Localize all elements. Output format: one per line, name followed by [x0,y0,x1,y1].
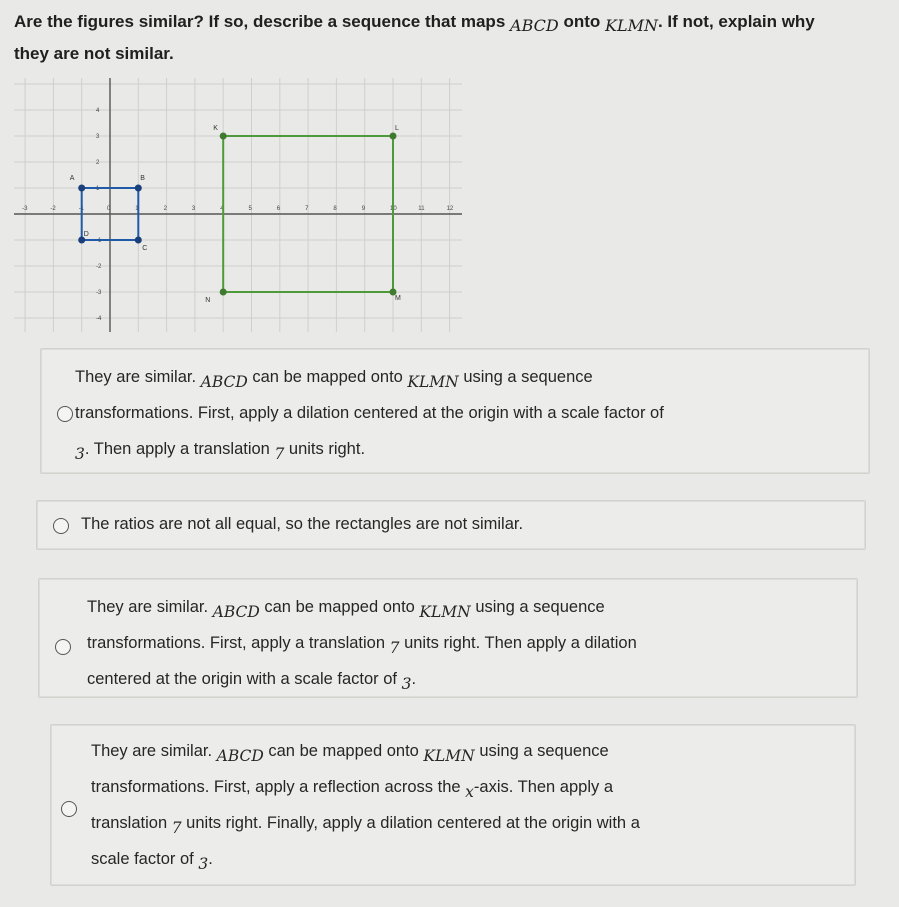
option-line [87,625,637,661]
y-tick-label: -1 [96,238,102,244]
option-text-segment: using a sequence [474,742,609,760]
y-tick-label: -4 [96,316,102,322]
option-text-segment: units right. [284,440,366,458]
math-symbol: KLMN [423,747,475,765]
option-text-segment: units right. Finally, apply a dilation centered at the origin with a [181,814,640,832]
point-n [220,289,227,296]
option-text-segment: units right. Then apply a dilation [399,634,637,652]
point-b [135,185,142,192]
option-text-segment: . Then apply a translation [84,440,275,458]
x-tick-label: 2 [163,206,167,212]
math-symbol: KLMN [407,373,459,391]
option-text-segment: They are similar. [87,598,213,616]
math-symbol: ABCD [200,373,248,391]
point-label-a: A [69,175,75,182]
point-k [220,133,227,140]
math-symbol: 3 [198,855,209,873]
answer-option-4[interactable] [50,724,856,886]
question-abcd: ABCD [510,16,559,35]
point-label-m: M [395,295,401,302]
point-c [135,237,142,244]
radio-button[interactable] [57,406,73,422]
point-l [390,133,397,140]
question-text [14,6,884,70]
option-text-segment: scale factor of [91,850,199,868]
math-symbol: 7 [274,445,285,463]
option-2-text [81,506,523,542]
x-tick-label: 5 [248,206,252,212]
point-a [78,185,85,192]
x-tick-label: 12 [446,206,454,212]
point-label-l: L [395,125,399,132]
x-tick-label: 3 [191,206,196,212]
graph-svg [14,78,462,332]
x-tick-label: -2 [50,206,56,212]
option-text-segment: centered at the origin with a scale factor of [87,670,402,688]
question-klmn: KLMN [605,16,658,35]
point-label-d: D [83,231,89,238]
option-text-segment: can be mapped onto [263,742,424,760]
option-line [81,506,523,542]
question-onto: onto [563,12,601,31]
option-line [75,395,664,431]
point-label-c: C [142,245,148,252]
option-text-segment: transformations. First, apply a dilation centered at the origin with a scale factor of [75,404,664,422]
math-symbol: x [465,783,474,801]
math-symbol: 7 [171,819,182,837]
radio-button[interactable] [55,639,71,655]
y-tick-label: 3 [96,134,100,140]
option-4-text [91,733,640,877]
option-3-text [87,589,637,697]
option-line [75,359,664,395]
coordinate-graph [14,78,462,332]
x-tick-label: 0 [107,206,111,212]
option-text-segment: can be mapped onto [259,598,420,616]
option-line [87,589,637,625]
x-tick-label: 1 [135,206,139,212]
x-tick-label: 9 [361,206,366,212]
x-tick-label: 10 [390,206,397,212]
math-symbol: ABCD [212,603,260,621]
option-text-segment: . [208,850,213,868]
x-tick-label: 11 [418,206,425,212]
y-tick-label: -2 [96,264,102,270]
option-line [91,769,640,805]
math-symbol: 3 [401,675,412,693]
x-tick-label: -3 [22,206,28,212]
radio-button[interactable] [61,801,77,817]
x-tick-label: 4 [220,206,224,212]
y-tick-label: 4 [96,108,100,114]
answer-option-1[interactable] [40,348,870,474]
point-label-b: B [140,175,145,182]
y-tick-label: 2 [96,160,100,166]
option-text-segment: can be mapped onto [247,368,408,386]
point-label-k: K [213,125,218,132]
option-text-segment: transformations. First, apply a reflection across the [91,778,466,796]
option-text-segment: using a sequence [458,368,593,386]
point-label-n: N [205,297,211,304]
question-part1: Are the figures similar? If so, describe a sequence that maps [14,12,506,31]
x-tick-label: -1 [78,206,85,212]
x-tick-label: 6 [276,206,281,212]
option-text-segment: transformations. First, apply a translation [87,634,390,652]
y-tick-label: 1 [96,186,100,192]
option-text-segment: They are similar. [91,742,217,760]
math-symbol: 3 [75,445,85,463]
option-1-text [75,359,664,467]
y-tick-label: -3 [96,290,102,296]
option-line [75,431,664,467]
option-text-segment: . [411,670,417,688]
x-tick-label: 8 [333,206,337,212]
math-symbol: 7 [389,639,400,657]
answer-option-3[interactable] [38,578,858,698]
math-symbol: ABCD [216,747,264,765]
option-line [87,661,637,697]
option-text-segment: They are similar. [75,368,201,386]
math-symbol: KLMN [419,603,471,621]
option-line [91,733,640,769]
question-part2: . If not, explain why [657,12,815,31]
option-text-segment: The ratios are not all equal, so the rectangles are not similar. [81,515,524,533]
answer-option-2[interactable] [36,500,866,550]
option-text-segment: using a sequence [470,598,605,616]
option-line [91,805,640,841]
x-tick-label: 7 [305,206,309,212]
option-text-segment: -axis. Then apply a [473,778,614,796]
option-text-segment: translation [91,814,172,832]
option-line [91,841,640,877]
question-part3: they are not similar. [14,44,174,63]
radio-button[interactable] [53,518,69,534]
